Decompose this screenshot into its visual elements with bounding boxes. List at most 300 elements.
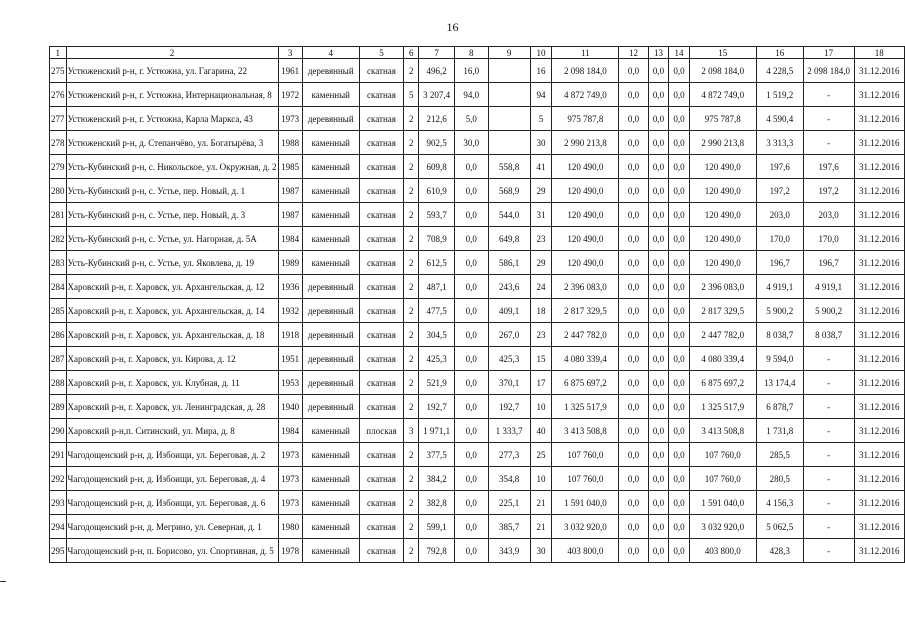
col13: 0,0 (648, 275, 669, 299)
col15-total: 120 490,0 (689, 227, 756, 251)
col17-value: 196,7 (803, 251, 854, 275)
row-number: 293 (50, 491, 67, 515)
year-built: 1918 (278, 323, 302, 347)
col15-total: 2 447 782,0 (689, 323, 756, 347)
area-col9: 277,3 (488, 443, 530, 467)
floors: 2 (404, 491, 419, 515)
col16-specific: 3 313,3 (756, 131, 803, 155)
address: Усть-Кубинский р-н, с. Устье, пер. Новый, д. 3 (66, 203, 278, 227)
col14: 0,0 (669, 515, 690, 539)
col17-value: 2 098 184,0 (803, 59, 854, 83)
table-row (50, 275, 905, 299)
deadline-date: 31.12.2016 (854, 227, 904, 251)
col12: 0,0 (619, 395, 648, 419)
col14: 0,0 (669, 59, 690, 83)
table-body (50, 59, 905, 563)
row-number: 289 (50, 395, 67, 419)
floors: 2 (404, 275, 419, 299)
address: Усть-Кубинский р-н, с. Никольское, ул. Окружная, д. 2 (66, 155, 278, 179)
floors: 3 (404, 419, 419, 443)
col16-specific: 428,3 (756, 539, 803, 563)
address: Чагодощенский р-н, д. Мегрино, ул. Северная, д. 1 (66, 515, 278, 539)
roof-type: плоская (359, 419, 403, 443)
address: Чагодощенский р-н, д. Избоищи, ул. Береговая, д. 2 (66, 443, 278, 467)
roof-type: скатная (359, 299, 403, 323)
address: Чагодощенский р-н, д. Избоищи, ул. Береговая, д. 4 (66, 467, 278, 491)
row-number: 285 (50, 299, 67, 323)
col16-specific: 1 519,2 (756, 83, 803, 107)
area-col8: 0,0 (455, 443, 489, 467)
col12: 0,0 (619, 539, 648, 563)
wall-material: каменный (302, 227, 359, 251)
year-built: 1936 (278, 275, 302, 299)
table-row (50, 179, 905, 203)
year-built: 1973 (278, 443, 302, 467)
col15-total: 2 098 184,0 (689, 59, 756, 83)
year-built: 1973 (278, 491, 302, 515)
cost-total: 3 413 508,8 (552, 419, 619, 443)
floors: 2 (404, 155, 419, 179)
column-header-5: 5 (359, 47, 403, 59)
total-area: 382,8 (419, 491, 455, 515)
row-number: 295 (50, 539, 67, 563)
area-col9: 1 333,7 (488, 419, 530, 443)
row-number: 278 (50, 131, 67, 155)
row-number: 282 (50, 227, 67, 251)
roof-type: скатная (359, 251, 403, 275)
column-header-8: 8 (455, 47, 489, 59)
row-number: 288 (50, 371, 67, 395)
col14: 0,0 (669, 203, 690, 227)
roof-type: скатная (359, 275, 403, 299)
col12: 0,0 (619, 467, 648, 491)
cost-total: 107 760,0 (552, 443, 619, 467)
wall-material: каменный (302, 131, 359, 155)
year-built: 1932 (278, 299, 302, 323)
cost-total: 120 490,0 (552, 203, 619, 227)
roof-type: скатная (359, 227, 403, 251)
roof-type: скатная (359, 467, 403, 491)
wall-material: деревянный (302, 395, 359, 419)
table-row (50, 131, 905, 155)
col12: 0,0 (619, 371, 648, 395)
year-built: 1978 (278, 539, 302, 563)
cost-total: 4 872 749,0 (552, 83, 619, 107)
total-area: 1 971,1 (419, 419, 455, 443)
col10-count: 25 (530, 443, 552, 467)
year-built: 1987 (278, 203, 302, 227)
address: Усть-Кубинский р-н, с. Устье, пер. Новый, д. 1 (66, 179, 278, 203)
column-header-17: 17 (803, 47, 854, 59)
column-header-12: 12 (619, 47, 648, 59)
col17-value: - (803, 491, 854, 515)
area-col9: 225,1 (488, 491, 530, 515)
col10-count: 21 (530, 515, 552, 539)
column-header-2: 2 (66, 47, 278, 59)
deadline-date: 31.12.2016 (854, 299, 904, 323)
address: Усть-Кубинский р-н, с. Устье, ул. Нагорная, д. 5А (66, 227, 278, 251)
col15-total: 2 990 213,8 (689, 131, 756, 155)
col13: 0,0 (648, 515, 669, 539)
roof-type: скатная (359, 515, 403, 539)
roof-type: скатная (359, 155, 403, 179)
col12: 0,0 (619, 443, 648, 467)
area-col8: 0,0 (455, 179, 489, 203)
address: Устюженский р-н, г. Устюжна, Карла Маркса, 43 (66, 107, 278, 131)
area-col9: 370,1 (488, 371, 530, 395)
buildings-table (49, 46, 905, 563)
year-built: 1980 (278, 515, 302, 539)
col16-specific: 170,0 (756, 227, 803, 251)
floors: 2 (404, 515, 419, 539)
col14: 0,0 (669, 347, 690, 371)
year-built: 1973 (278, 467, 302, 491)
col13: 0,0 (648, 131, 669, 155)
wall-material: деревянный (302, 275, 359, 299)
deadline-date: 31.12.2016 (854, 395, 904, 419)
floors: 5 (404, 83, 419, 107)
col14: 0,0 (669, 491, 690, 515)
col17-value: - (803, 107, 854, 131)
total-area: 377,5 (419, 443, 455, 467)
col15-total: 403 800,0 (689, 539, 756, 563)
year-built: 1984 (278, 227, 302, 251)
area-col9: 649,8 (488, 227, 530, 251)
floors: 2 (404, 107, 419, 131)
col14: 0,0 (669, 539, 690, 563)
col13: 0,0 (648, 491, 669, 515)
table-row (50, 107, 905, 131)
cost-total: 2 990 213,8 (552, 131, 619, 155)
header-row (50, 47, 905, 59)
col16-specific: 5 062,5 (756, 515, 803, 539)
floors: 2 (404, 395, 419, 419)
cost-total: 120 490,0 (552, 251, 619, 275)
area-col9 (488, 59, 530, 83)
col10-count: 21 (530, 491, 552, 515)
wall-material: каменный (302, 179, 359, 203)
year-built: 1953 (278, 371, 302, 395)
col10-count: 29 (530, 251, 552, 275)
roof-type: скатная (359, 323, 403, 347)
col10-count: 17 (530, 371, 552, 395)
roof-type: скатная (359, 443, 403, 467)
area-col9 (488, 107, 530, 131)
row-number: 280 (50, 179, 67, 203)
col10-count: 40 (530, 419, 552, 443)
area-col9: 354,8 (488, 467, 530, 491)
year-built: 1961 (278, 59, 302, 83)
col17-value: - (803, 443, 854, 467)
row-number: 284 (50, 275, 67, 299)
col16-specific: 1 731,8 (756, 419, 803, 443)
total-area: 902,5 (419, 131, 455, 155)
col14: 0,0 (669, 323, 690, 347)
deadline-date: 31.12.2016 (854, 275, 904, 299)
wall-material: каменный (302, 443, 359, 467)
table-row (50, 251, 905, 275)
roof-type: скатная (359, 131, 403, 155)
area-col8: 0,0 (455, 467, 489, 491)
total-area: 496,2 (419, 59, 455, 83)
col16-specific: 13 174,4 (756, 371, 803, 395)
col13: 0,0 (648, 467, 669, 491)
col16-specific: 196,7 (756, 251, 803, 275)
column-header-11: 11 (552, 47, 619, 59)
col13: 0,0 (648, 203, 669, 227)
col14: 0,0 (669, 155, 690, 179)
area-col9: 558,8 (488, 155, 530, 179)
address: Харовский р-н, г. Харовск, ул. Архангельская, д. 12 (66, 275, 278, 299)
area-col9: 586,1 (488, 251, 530, 275)
col17-value: - (803, 419, 854, 443)
roof-type: скатная (359, 371, 403, 395)
col16-specific: 5 900,2 (756, 299, 803, 323)
floors: 2 (404, 203, 419, 227)
area-col8: 94,0 (455, 83, 489, 107)
col10-count: 41 (530, 155, 552, 179)
total-area: 612,5 (419, 251, 455, 275)
area-col8: 0,0 (455, 155, 489, 179)
col13: 0,0 (648, 323, 669, 347)
col17-value: 197,2 (803, 179, 854, 203)
wall-material: деревянный (302, 59, 359, 83)
col15-total: 6 875 697,2 (689, 371, 756, 395)
table-row (50, 323, 905, 347)
col14: 0,0 (669, 131, 690, 155)
deadline-date: 31.12.2016 (854, 59, 904, 83)
col15-total: 107 760,0 (689, 467, 756, 491)
total-area: 593,7 (419, 203, 455, 227)
col13: 0,0 (648, 347, 669, 371)
total-area: 192,7 (419, 395, 455, 419)
col17-value: - (803, 371, 854, 395)
col15-total: 2 817 329,5 (689, 299, 756, 323)
cost-total: 975 787,8 (552, 107, 619, 131)
area-col8: 0,0 (455, 347, 489, 371)
row-number: 277 (50, 107, 67, 131)
table-row (50, 227, 905, 251)
cost-total: 2 447 782,0 (552, 323, 619, 347)
table-row (50, 371, 905, 395)
total-area: 609,8 (419, 155, 455, 179)
col15-total: 1 591 040,0 (689, 491, 756, 515)
col12: 0,0 (619, 83, 648, 107)
total-area: 610,9 (419, 179, 455, 203)
col13: 0,0 (648, 59, 669, 83)
col15-total: 975 787,8 (689, 107, 756, 131)
area-col9: 409,1 (488, 299, 530, 323)
area-col8: 30,0 (455, 131, 489, 155)
row-number: 279 (50, 155, 67, 179)
table-row (50, 539, 905, 563)
area-col9: 192,7 (488, 395, 530, 419)
col10-count: 29 (530, 179, 552, 203)
col14: 0,0 (669, 179, 690, 203)
area-col8: 0,0 (455, 203, 489, 227)
area-col9: 343,9 (488, 539, 530, 563)
row-number: 291 (50, 443, 67, 467)
col13: 0,0 (648, 107, 669, 131)
wall-material: деревянный (302, 323, 359, 347)
year-built: 1987 (278, 179, 302, 203)
row-number: 275 (50, 59, 67, 83)
col15-total: 1 325 517,9 (689, 395, 756, 419)
wall-material: деревянный (302, 107, 359, 131)
wall-material: каменный (302, 515, 359, 539)
address: Харовский р-н,п. Ситинский, ул. Мира, д. 8 (66, 419, 278, 443)
address: Устюженский р-н, г. Устюжна, ул. Гагарина, 22 (66, 59, 278, 83)
table-row (50, 347, 905, 371)
col15-total: 120 490,0 (689, 155, 756, 179)
roof-type: скатная (359, 107, 403, 131)
wall-material: каменный (302, 539, 359, 563)
col12: 0,0 (619, 227, 648, 251)
area-col8: 0,0 (455, 299, 489, 323)
col13: 0,0 (648, 179, 669, 203)
area-col8: 0,0 (455, 323, 489, 347)
year-built: 1985 (278, 155, 302, 179)
address: Усть-Кубинский р-н, с. Устье, ул. Яковлева, д. 19 (66, 251, 278, 275)
col16-specific: 280,5 (756, 467, 803, 491)
address: Харовский р-н, г. Харовск, ул. Архангельская, д. 14 (66, 299, 278, 323)
cost-total: 2 817 329,5 (552, 299, 619, 323)
col10-count: 16 (530, 59, 552, 83)
floors: 2 (404, 179, 419, 203)
column-header-18: 18 (854, 47, 904, 59)
year-built: 1973 (278, 107, 302, 131)
col17-value: - (803, 131, 854, 155)
year-built: 1951 (278, 347, 302, 371)
col12: 0,0 (619, 299, 648, 323)
cost-total: 107 760,0 (552, 467, 619, 491)
col14: 0,0 (669, 227, 690, 251)
col15-total: 3 032 920,0 (689, 515, 756, 539)
area-col9: 267,0 (488, 323, 530, 347)
area-col9: 544,0 (488, 203, 530, 227)
column-header-14: 14 (669, 47, 690, 59)
area-col8: 0,0 (455, 491, 489, 515)
total-area: 384,2 (419, 467, 455, 491)
deadline-date: 31.12.2016 (854, 107, 904, 131)
address: Харовский р-н, г. Харовск, ул. Архангельская, д. 18 (66, 323, 278, 347)
col12: 0,0 (619, 203, 648, 227)
cost-total: 120 490,0 (552, 179, 619, 203)
col14: 0,0 (669, 251, 690, 275)
table-row (50, 515, 905, 539)
col15-total: 107 760,0 (689, 443, 756, 467)
col14: 0,0 (669, 371, 690, 395)
table-row (50, 59, 905, 83)
deadline-date: 31.12.2016 (854, 371, 904, 395)
year-built: 1989 (278, 251, 302, 275)
col14: 0,0 (669, 83, 690, 107)
total-area: 708,9 (419, 227, 455, 251)
wall-material: каменный (302, 83, 359, 107)
address: Чагодощенский р-н, д. Избоищи, ул. Береговая, д. 6 (66, 491, 278, 515)
total-area: 521,9 (419, 371, 455, 395)
deadline-date: 31.12.2016 (854, 179, 904, 203)
col17-value: - (803, 347, 854, 371)
area-col9 (488, 83, 530, 107)
row-number: 287 (50, 347, 67, 371)
deadline-date: 31.12.2016 (854, 251, 904, 275)
cost-total: 1 325 517,9 (552, 395, 619, 419)
total-area: 477,5 (419, 299, 455, 323)
col14: 0,0 (669, 275, 690, 299)
wall-material: каменный (302, 203, 359, 227)
wall-material: каменный (302, 251, 359, 275)
deadline-date: 31.12.2016 (854, 323, 904, 347)
column-header-13: 13 (648, 47, 669, 59)
row-number: 286 (50, 323, 67, 347)
wall-material: деревянный (302, 371, 359, 395)
margin-mark (0, 581, 6, 582)
row-number: 292 (50, 467, 67, 491)
col17-value: 170,0 (803, 227, 854, 251)
col12: 0,0 (619, 251, 648, 275)
column-header-1: 1 (50, 47, 67, 59)
row-number: 276 (50, 83, 67, 107)
col12: 0,0 (619, 419, 648, 443)
total-area: 425,3 (419, 347, 455, 371)
col16-specific: 6 878,7 (756, 395, 803, 419)
col15-total: 120 490,0 (689, 179, 756, 203)
area-col8: 0,0 (455, 371, 489, 395)
col17-value: - (803, 83, 854, 107)
col17-value: 5 900,2 (803, 299, 854, 323)
roof-type: скатная (359, 83, 403, 107)
area-col8: 0,0 (455, 275, 489, 299)
col12: 0,0 (619, 491, 648, 515)
column-header-7: 7 (419, 47, 455, 59)
deadline-date: 31.12.2016 (854, 515, 904, 539)
col14: 0,0 (669, 395, 690, 419)
cost-total: 120 490,0 (552, 227, 619, 251)
col12: 0,0 (619, 179, 648, 203)
col13: 0,0 (648, 227, 669, 251)
cost-total: 3 032 920,0 (552, 515, 619, 539)
col10-count: 10 (530, 395, 552, 419)
column-header-15: 15 (689, 47, 756, 59)
col10-count: 31 (530, 203, 552, 227)
table-row (50, 467, 905, 491)
table-row (50, 83, 905, 107)
col16-specific: 203,0 (756, 203, 803, 227)
floors: 2 (404, 467, 419, 491)
floors: 2 (404, 323, 419, 347)
table-row (50, 419, 905, 443)
wall-material: каменный (302, 419, 359, 443)
year-built: 1984 (278, 419, 302, 443)
col13: 0,0 (648, 539, 669, 563)
col13: 0,0 (648, 251, 669, 275)
col17-value: 203,0 (803, 203, 854, 227)
col10-count: 94 (530, 83, 552, 107)
col16-specific: 4 590,4 (756, 107, 803, 131)
col12: 0,0 (619, 347, 648, 371)
total-area: 599,1 (419, 515, 455, 539)
col12: 0,0 (619, 107, 648, 131)
column-header-16: 16 (756, 47, 803, 59)
col13: 0,0 (648, 299, 669, 323)
col14: 0,0 (669, 443, 690, 467)
table-row (50, 443, 905, 467)
deadline-date: 31.12.2016 (854, 539, 904, 563)
col13: 0,0 (648, 371, 669, 395)
col15-total: 2 396 083,0 (689, 275, 756, 299)
floors: 2 (404, 539, 419, 563)
